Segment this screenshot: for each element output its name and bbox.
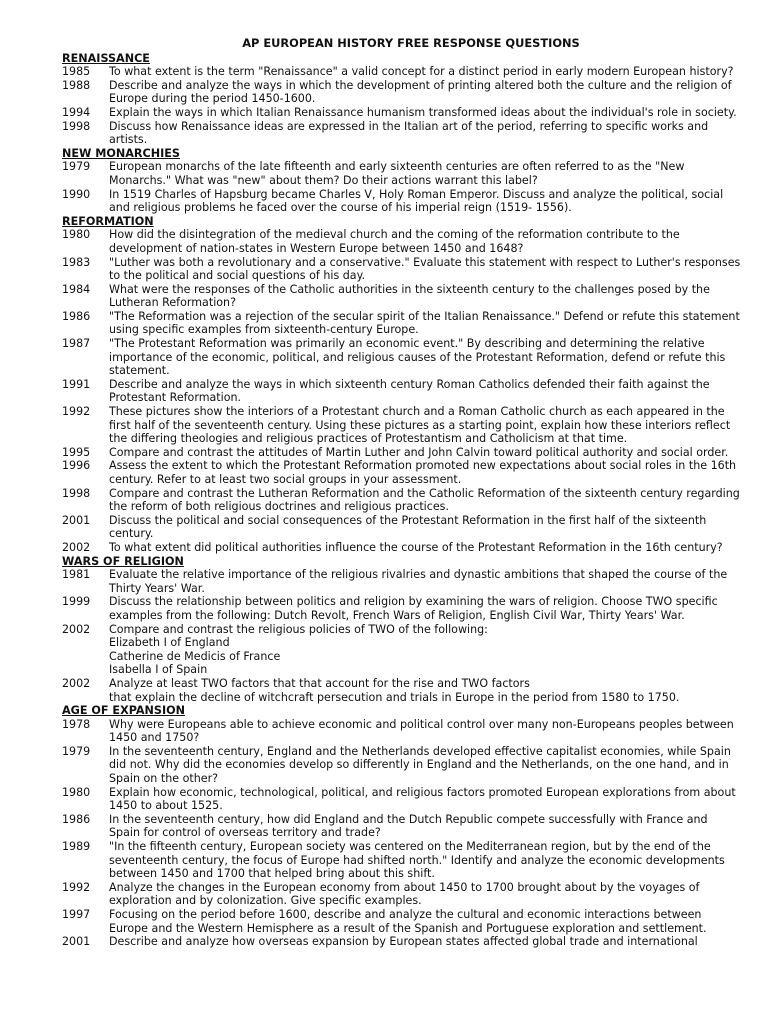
question-text: What were the responses of the Catholic authorities in the sixteenth century to the challenges posed by the Lutheran Reformation? — [109, 282, 710, 310]
question-text: How did the disintegration of the medieval church and the coming of the reformation contribute to the development of nation-states in Western Europe between 1450 and 1648? — [109, 228, 680, 255]
question-text: In the seventeenth century, England and the Netherlands developed effective capitalist economies, while Spain did not. Why did the economies develop so differently in England and the Netherlands, on the one hand, and in Spain on the other? — [109, 744, 731, 786]
question-text: Describe and analyze the ways in which sixteenth century Roman Catholics defended their faith against the Protestant Reformation. — [109, 377, 710, 405]
question-year: 1980 — [62, 228, 91, 242]
question-year: 1980 — [62, 785, 91, 799]
question-subitem: Catherine de Medicis of France — [109, 649, 281, 663]
question-text: Discuss the political and social consequences of the Protestant Reformation in the first half of the sixteenth century. — [109, 513, 707, 541]
question-year: 1990 — [62, 187, 91, 201]
question-text: "The Protestant Reformation was primarily an economic event." By describing and determining the relative importance of the economic, political, and religious causes of the Protestant Reformation, defend or refute this statement. — [109, 337, 726, 378]
section — [62, 52, 742, 147]
question-text: Assess the extent to which the Protestant Reformation promoted new expectations about social roles in the 16th century. Refer to at least two social groups in your assessment. — [109, 459, 737, 486]
question-year: 2002 — [62, 622, 91, 636]
question-text: European monarchs of the late fifteenth and early sixteenth centuries are often referred to as the "New Monarchs." What was "new" about them? Do their actions warrant this label? — [109, 160, 685, 187]
section-heading: NEW MONARCHIES — [62, 146, 180, 160]
question-year: 1995 — [62, 445, 91, 459]
question-year: 1992 — [62, 880, 91, 894]
question-text: In 1519 Charles of Hapsburg became Charles V, Holy Roman Emperor. Discuss and analyze the political, social and religious problems he faced over the course of his imperial reign (1519- 1556). — [109, 187, 724, 215]
question-item — [62, 256, 742, 283]
question-year: 1989 — [62, 840, 91, 854]
question-year: 1981 — [62, 568, 91, 582]
question-item — [62, 446, 742, 460]
question-item — [62, 106, 742, 120]
question-year: 1979 — [62, 744, 91, 758]
question-year: 1991 — [62, 377, 91, 391]
question-year: 1987 — [62, 337, 91, 351]
question-item — [62, 623, 742, 677]
question-year: 1999 — [62, 595, 91, 609]
question-text: Explain how economic, technological, political, and religious factors promoted European explorations from about 1450 to about 1525. — [109, 785, 736, 813]
question-item — [62, 813, 742, 840]
question-text: Focusing on the period before 1600, describe and analyze the cultural and economic interactions between Europe and the Western Hemisphere as a result of the Spanish and Portuguese exploration and settlement. — [109, 908, 707, 935]
question-year: 1979 — [62, 160, 91, 174]
page-title: AP EUROPEAN HISTORY FREE RESPONSE QUESTIONS — [242, 36, 580, 50]
question-item — [62, 677, 742, 704]
question-year: 1994 — [62, 105, 91, 119]
section — [62, 215, 742, 555]
question-item — [62, 881, 742, 908]
question-text: Explain the ways in which Italian Renaissance humanism transformed ideas about the individual's role in society. — [109, 105, 737, 119]
question-item — [62, 160, 742, 187]
question-subitem: Elizabeth I of England — [109, 636, 230, 650]
question-text: Describe and analyze how overseas expansion by European states affected global trade and international — [109, 935, 698, 949]
question-text: These pictures show the interiors of a Protestant church and a Roman Catholic church as each appeared in the first half of the seventeenth century. Using these pictures as a starting point, explain how these interiors reflect the differing theologies and religious practices of Protestantism and Catholicism at that time. — [109, 405, 731, 446]
question-item — [62, 283, 742, 310]
question-item — [62, 718, 742, 745]
question-year: 1992 — [62, 405, 91, 419]
section-heading: REFORMATION — [62, 214, 154, 228]
question-year: 2002 — [62, 676, 91, 690]
question-year: 2001 — [62, 513, 91, 527]
question-subitem: that explain the decline of witchcraft persecution and trials in Europe in the period from 1580 to 1750. — [109, 690, 680, 704]
question-year: 1997 — [62, 908, 91, 921]
question-item — [62, 908, 742, 935]
question-item — [62, 568, 742, 595]
question-item — [62, 595, 742, 622]
question-item — [62, 228, 742, 255]
question-year: 1996 — [62, 459, 91, 473]
document-page — [62, 37, 742, 949]
sections-container — [62, 52, 742, 949]
question-year: 1986 — [62, 812, 91, 826]
section — [62, 147, 742, 215]
question-year: 1978 — [62, 717, 91, 731]
question-year: 1984 — [62, 282, 91, 296]
question-text: Discuss how Renaissance ideas are expressed in the Italian art of the period, referring to specific works and artists. — [109, 119, 709, 147]
question-item — [62, 120, 742, 147]
section — [62, 704, 742, 949]
question-year: 1985 — [62, 65, 91, 79]
question-text: To what extent did political authorities influence the course of the Protestant Reformation in the 16th century? — [109, 540, 723, 554]
question-text: "Luther was both a revolutionary and a conservative." Evaluate this statement with respect to Luther's responses to the political and social questions of his day. — [109, 255, 741, 283]
question-year: 1998 — [62, 119, 91, 133]
question-text: Discuss the relationship between politics and religion by examining the wars of religion. Choose TWO specific examples from the following: Dutch Revolt, French Wars of Religion, English Civil War, Thirty Years' War. — [109, 595, 718, 622]
question-item — [62, 487, 742, 514]
question-year: 1998 — [62, 486, 91, 500]
question-year: 2002 — [62, 540, 91, 554]
question-text: Why were Europeans able to achieve economic and political control over many non-Europeans peoples between 1450 and 1750? — [109, 717, 734, 745]
question-subitem: Isabella I of Spain — [109, 663, 208, 677]
question-text: "In the fifteenth century, European society was centered on the Mediterranean region, but by the end of the seventeenth century, the focus of Europe had shifted north." Identify and analyze the economic developments between 1450 and 1700 that helped bring about this shift. — [109, 840, 725, 881]
question-text: Evaluate the relative importance of the religious rivalries and dynastic ambitions that shaped the course of the Thirty Years' War. — [109, 568, 728, 595]
question-item — [62, 459, 742, 486]
section-heading: RENAISSANCE — [62, 51, 150, 65]
question-item — [62, 840, 742, 881]
question-text: Compare and contrast the attitudes of Martin Luther and John Calvin toward political authority and social order. — [109, 445, 729, 459]
question-text: To what extent is the term "Renaissance" a valid concept for a distinct period in early modern European history? — [109, 65, 734, 79]
section-heading: WARS OF RELIGION — [62, 554, 184, 568]
question-text: In the seventeenth century, how did England and the Dutch Republic compete successfully with France and Spain for control of overseas territory and trade? — [109, 812, 708, 840]
question-text: Compare and contrast the religious policies of TWO of the following: — [109, 622, 488, 636]
question-item — [62, 378, 742, 405]
section — [62, 555, 742, 705]
question-text: Describe and analyze the ways in which the development of printing altered both the culture and the religion of Europe during the period 1450-1600. — [109, 78, 732, 106]
question-year: 2001 — [62, 935, 91, 949]
question-item — [62, 514, 742, 541]
question-year: 1986 — [62, 309, 91, 323]
question-item — [62, 310, 742, 337]
question-text: Compare and contrast the Lutheran Reformation and the Catholic Reformation of the sixteenth century regarding the reform of both religious doctrines and religious practices. — [109, 486, 740, 514]
question-item — [62, 188, 742, 215]
question-item — [62, 786, 742, 813]
question-item — [62, 405, 742, 446]
question-item — [62, 935, 742, 949]
question-year: 1988 — [62, 78, 91, 92]
question-text: Analyze the changes in the European economy from about 1450 to 1700 brought about by the voyages of exploration and by colonization. Give specific examples. — [109, 880, 700, 908]
question-year: 1983 — [62, 255, 91, 269]
question-item — [62, 541, 742, 555]
question-text: Analyze at least TWO factors that that account for the rise and TWO factors — [109, 676, 530, 690]
question-item — [62, 745, 742, 786]
question-text: "The Reformation was a rejection of the secular spirit of the Italian Renaissance." Defend or refute this statement using specific examples from sixteenth-century Europe. — [109, 309, 740, 337]
section-heading: AGE OF EXPANSION — [62, 704, 185, 718]
question-item — [62, 337, 742, 378]
question-item — [62, 79, 742, 106]
question-item — [62, 65, 742, 79]
